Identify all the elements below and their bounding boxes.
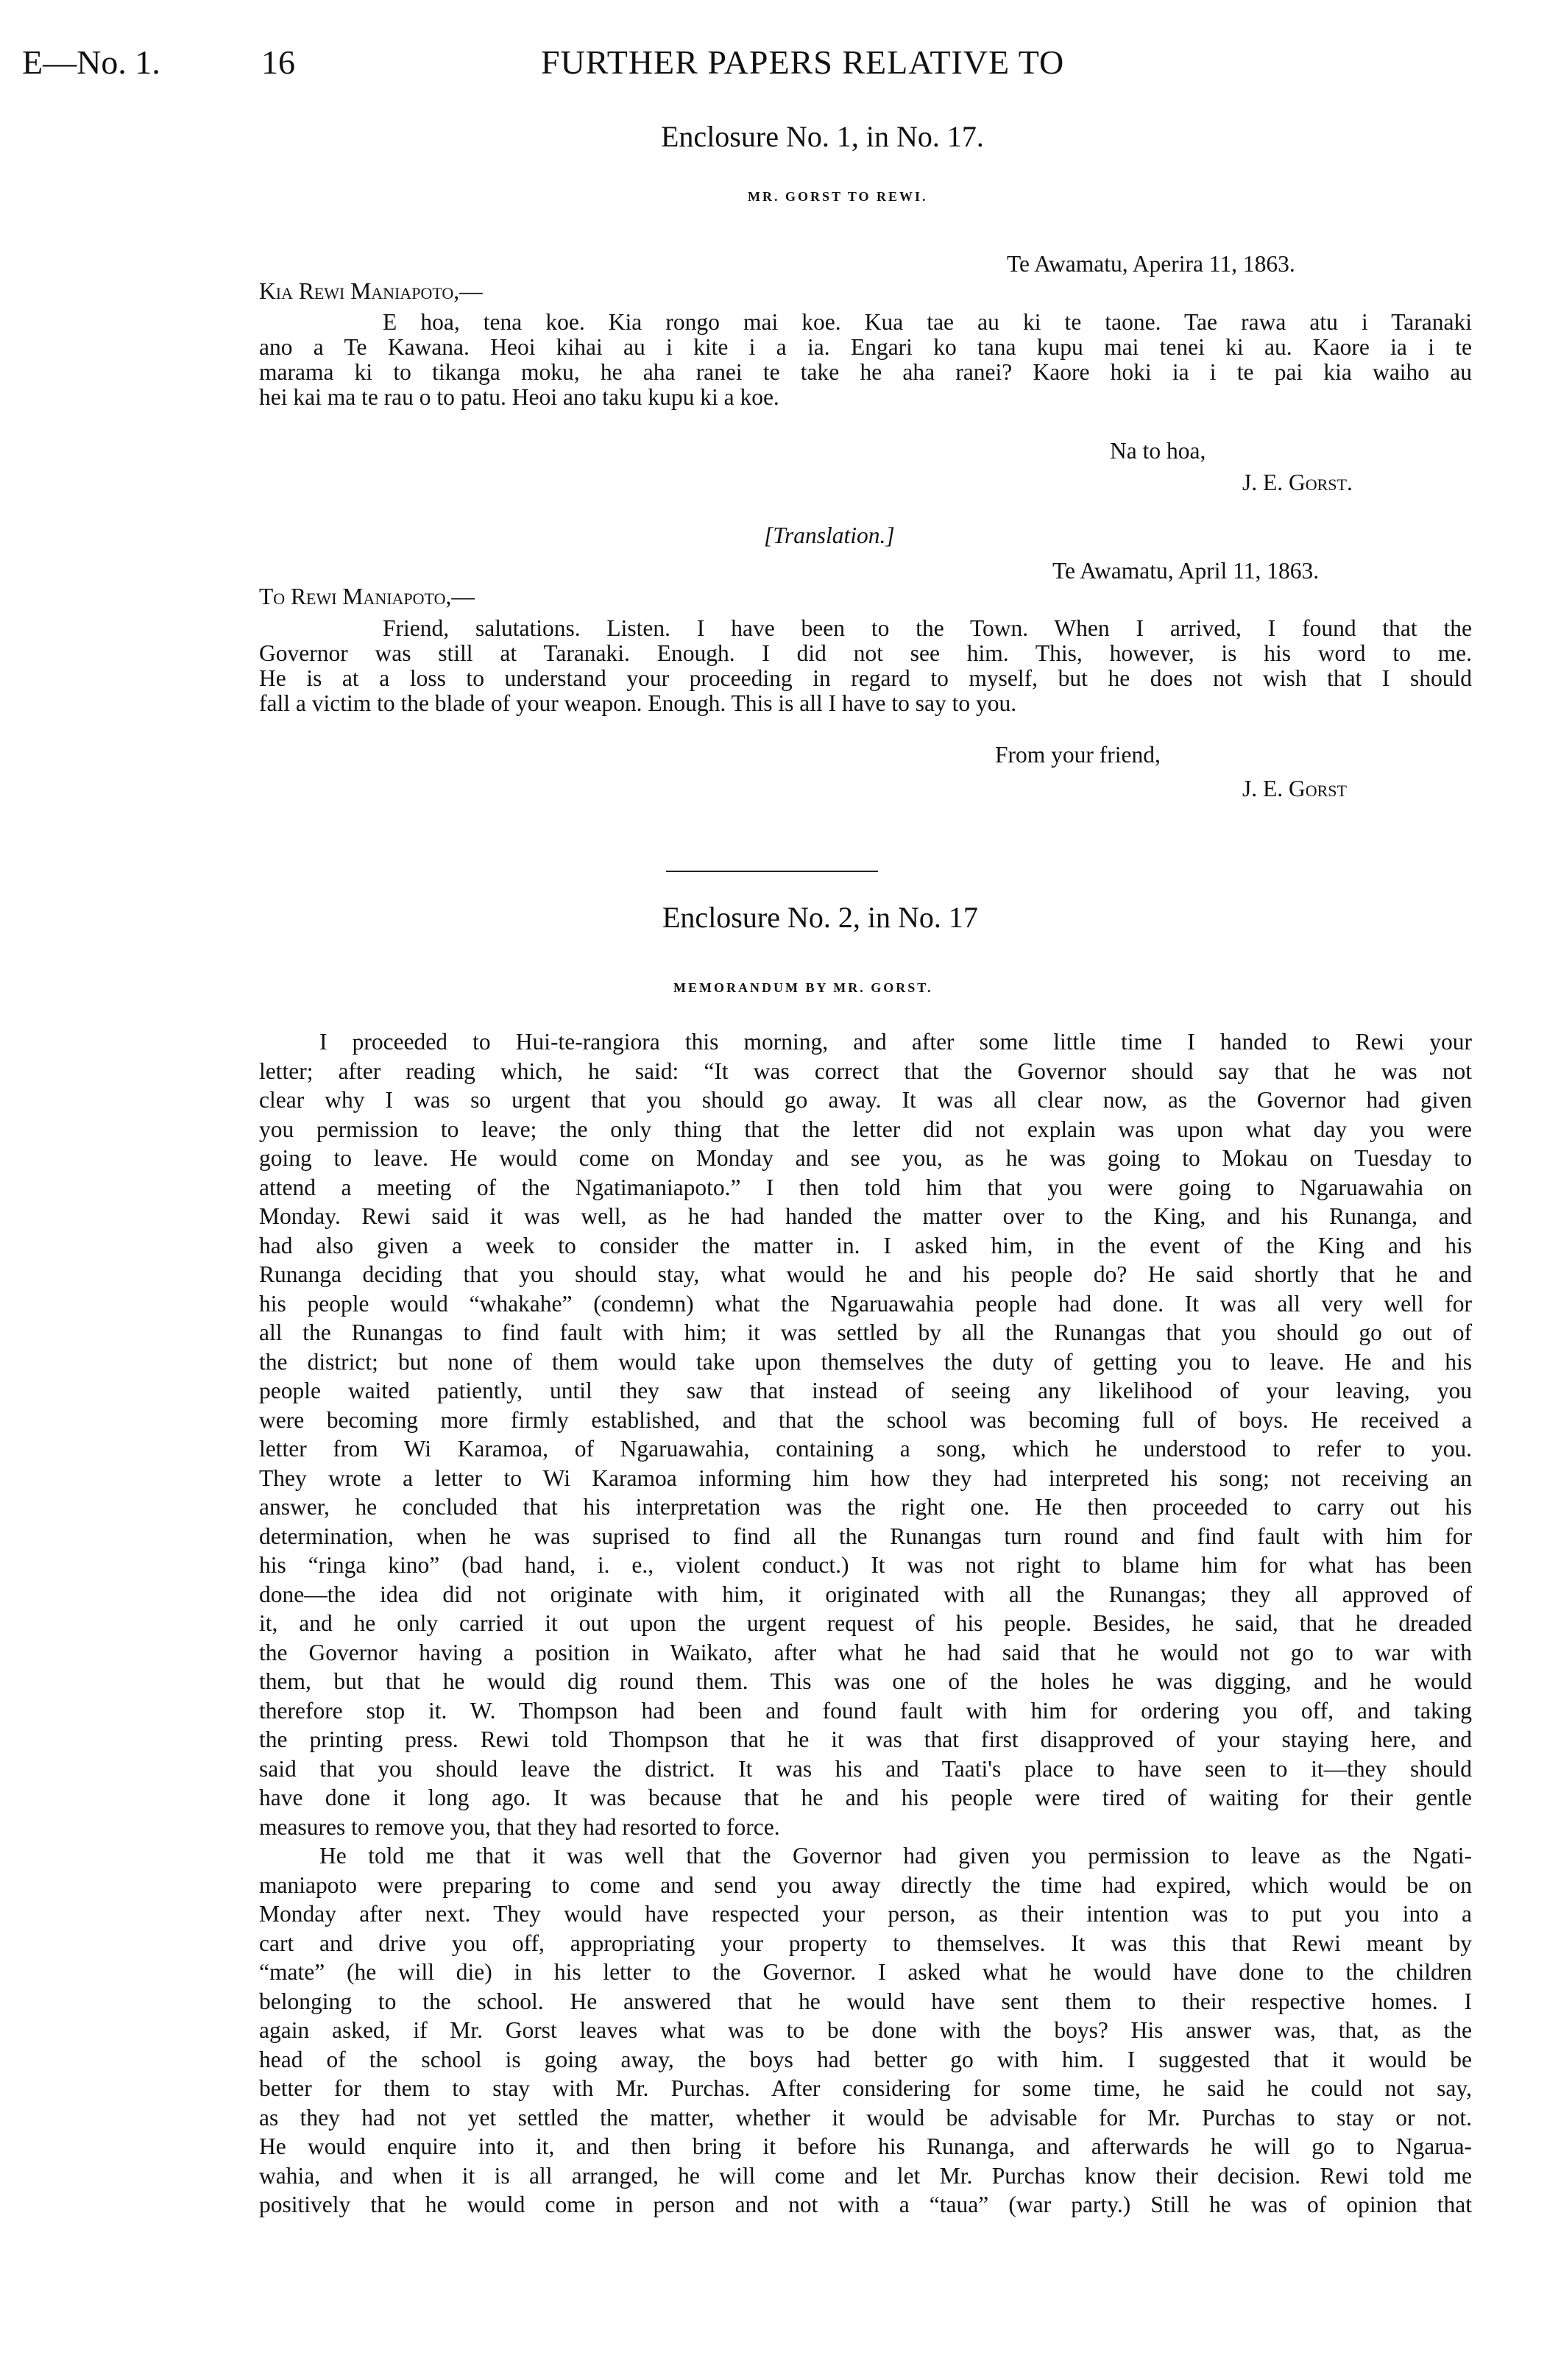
text-line: attend a meeting of the Ngatimaniapoto.” I then told him that you were going to Ngaruawahia on — [259, 1174, 1472, 1200]
translation-label: [Translation.] — [764, 523, 895, 548]
text-line: them, but that he would dig round them. This was one of the holes he was digging, and he would — [259, 1668, 1472, 1694]
text-line: measures to remove you, that they had resorted to force. — [259, 1813, 780, 1840]
text-line: determination, when he was suprised to find all the Runangas turn round and find fault with him for — [259, 1523, 1472, 1549]
text-line: the printing press. Rewi told Thompson that he it was that first disapproved of your staying here, and — [259, 1726, 1472, 1752]
page-number: 16 — [261, 43, 295, 81]
text-line: He is at a loss to understand your proceeding in regard to myself, but he does not wish that I should — [259, 665, 1472, 691]
text-line: “mate” (he will die) in his letter to the Governor. I asked what he would have done to the children — [259, 1959, 1472, 1985]
text-line: Governor was still at Taranaki. Enough. I did not see him. This, however, is his word to me. — [259, 640, 1472, 666]
text-line: the Governor having a position in Waikato, after what he had said that he would not go to war with — [259, 1639, 1472, 1665]
translation-signature: J. E. Gorst — [1242, 776, 1347, 801]
text-line: as they had not yet settled the matter, whether it would be advisable for Mr. Purchas to stay or not. — [259, 2104, 1472, 2131]
text-line: clear why I was so urgent that you should go away. It was all clear now, as the Governor had given — [259, 1087, 1472, 1113]
text-line: E hoa, tena koe. Kia rongo mai koe. Kua tae au ki te taone. Tae rawa atu i Taranaki — [383, 309, 1472, 335]
enclosure-1-heading: Enclosure No. 1, in No. 17. — [661, 120, 984, 153]
running-title: FURTHER PAPERS RELATIVE TO — [541, 43, 1065, 81]
text-line: letter; after reading which, he said: “It was correct that the Governor should say that he was not — [259, 1058, 1472, 1084]
text-line: said that you should leave the district. It was his and Taati's place to have seen to it—they should — [259, 1755, 1472, 1782]
maori-letter-body — [259, 311, 1472, 411]
translation-body — [259, 617, 1472, 717]
maori-letter-closing: Na to hoa, — [1110, 438, 1206, 464]
text-line: Monday after next. They would have respected your person, as their intention was to put you into a — [259, 1901, 1472, 1927]
enclosure-1-subheading: MR. GORST TO REWI. — [748, 189, 928, 204]
translation-date: Te Awamatu, April 11, 1863. — [1052, 558, 1320, 584]
text-line: ano a Te Kawana. Heoi kihai au i kite i a ia. Engari ko tana kupu mai tenei ki au. Kaore ia i te — [259, 334, 1472, 360]
text-line: wahia, and when it is all arranged, he will come and let Mr. Purchas know their decision. Rewi told me — [259, 2162, 1472, 2189]
text-line: better for them to stay with Mr. Purchas. After considering for some time, he said he could not say, — [259, 2075, 1472, 2101]
text-line: head of the school is going away, the boys had better go with him. I suggested that it would be — [259, 2046, 1472, 2072]
text-line: letter from Wi Karamoa, of Ngaruawahia, containing a song, which he understood to refer to you. — [259, 1436, 1472, 1462]
translation-salutation: To Rewi Maniapoto,— — [259, 584, 475, 609]
text-line: again asked, if Mr. Gorst leaves what was to be done with the boys? His answer was, that, as the — [259, 2017, 1472, 2043]
text-line: Monday. Rewi said it was well, as he had handed the matter over to the King, and his Runanga, and — [259, 1203, 1472, 1229]
text-line: He would enquire into it, and then bring it before his Runanga, and afterwards he will go to Ngarua- — [259, 2133, 1472, 2159]
text-line: maniapoto were preparing to come and send you away directly the time had expired, which would be on — [259, 1871, 1472, 1898]
text-line: were becoming more firmly established, and that the school was becoming full of boys. He received a — [259, 1406, 1472, 1433]
text-line: fall a victim to the blade of your weapon. Enough. This is all I have to say to you. — [259, 690, 1017, 716]
text-line: therefore stop it. W. Thompson had been and found fault with him for ordering you off, and taking — [259, 1697, 1472, 1724]
maori-letter-signature: J. E. Gorst. — [1242, 470, 1353, 495]
text-line: done—the idea did not originate with him, it originated with all the Runangas; they all approved of — [259, 1581, 1472, 1607]
text-line: marama ki to tikanga moku, he aha ranei te take he aha ranei? Kaore hoki ia i te pai kia waiho au — [259, 359, 1472, 385]
text-line: positively that he would come in person and not with a “taua” (war party.) Still he was of opinion that — [259, 2192, 1472, 2217]
text-line: I proceeded to Hui-te-rangiora this morning, and after some little time I handed to Rewi your — [319, 1029, 1472, 1055]
text-line: They wrote a letter to Wi Karamoa informing him how they had interpreted his song; not receiving an — [259, 1465, 1472, 1491]
enclosure-2-heading: Enclosure No. 2, in No. 17 — [662, 901, 978, 934]
text-line: hei kai ma te rau o to patu. Heoi ano taku kupu ki a koe. — [259, 384, 779, 410]
text-line: had also given a week to consider the matter in. I asked him, in the event of the King and his — [259, 1232, 1472, 1258]
text-line: He told me that it was well that the Governor had given you permission to leave as the Ngati- — [319, 1843, 1472, 1869]
enclosure-2-subheading: MEMORANDUM BY MR. GORST. — [673, 980, 933, 995]
text-line: going to leave. He would come on Monday and see you, as he was going to Mokau on Tuesday to — [259, 1145, 1472, 1171]
text-line: his “ringa kino” (bad hand, i. e., violent conduct.) It was not right to blame him for what has been — [259, 1552, 1472, 1578]
text-line: it, and he only carried it out upon the urgent request of his people. Besides, he said, that he dreaded — [259, 1610, 1472, 1636]
section-divider — [666, 871, 878, 872]
translation-closing: From your friend, — [995, 742, 1161, 768]
maori-letter-salutation: Kia Rewi Maniapoto,— — [259, 278, 483, 304]
text-line: Runanga deciding that you should stay, what would he and his people do? He said shortly that he and — [259, 1261, 1472, 1287]
text-line: his people would “whakahe” (condemn) what the Ngaruawahia people had done. It was all very well for — [259, 1290, 1472, 1317]
document-reference: E—No. 1. — [22, 43, 160, 81]
text-line: you permission to leave; the only thing that the letter did not explain was upon what day you were — [259, 1116, 1472, 1142]
text-line: the district; but none of them would take upon themselves the duty of getting you to leave. He and his — [259, 1348, 1472, 1375]
text-line: all the Runangas to find fault with him; it was settled by all the Runangas that you should go out of — [259, 1320, 1472, 1345]
maori-letter-date: Te Awamatu, Aperira 11, 1863. — [1007, 251, 1295, 277]
text-line: have done it long ago. It was because that he and his people were tired of waiting for their gentle — [259, 1785, 1472, 1810]
text-line: belonging to the school. He answered that he would have sent them to their respective homes. I — [259, 1988, 1472, 2014]
text-line: people waited patiently, until they saw that instead of seeing any likelihood of your leaving, you — [259, 1378, 1472, 1403]
text-line: cart and drive you off, appropriating your property to themselves. It was this that Rewi meant by — [259, 1930, 1472, 1956]
memorandum-body — [259, 1030, 1472, 2223]
text-line: answer, he concluded that his interpretation was the right one. He then proceeded to carry out his — [259, 1494, 1472, 1520]
text-line: Friend, salutations. Listen. I have been to the Town. When I arrived, I found that the — [383, 615, 1472, 641]
